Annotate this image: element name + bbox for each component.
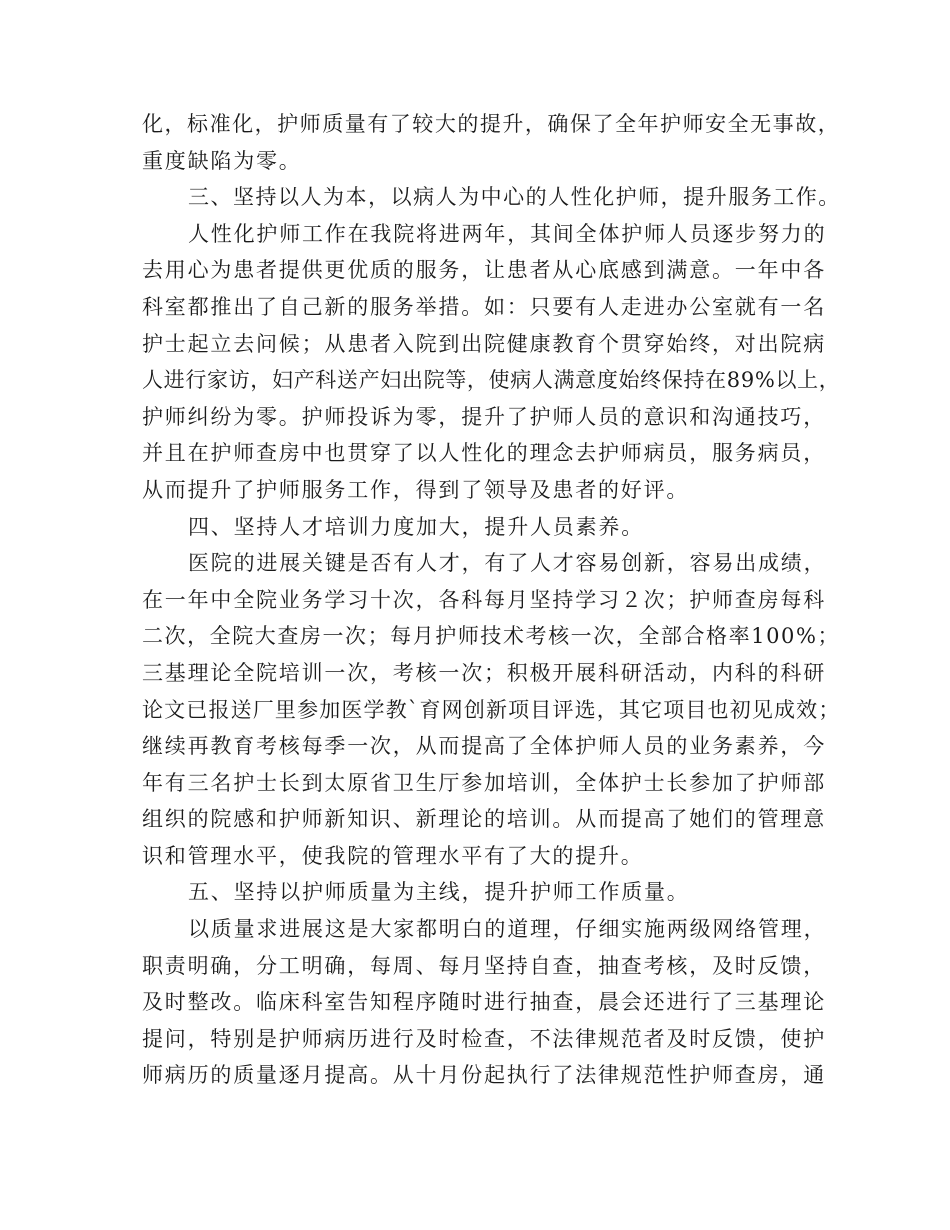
text-line: 化，标准化，护师质量有了较大的提升，确保了全年护师安全无事故， [142, 112, 841, 136]
paragraph-first-line: 医院的进展关键是否有人才，有了人才容易创新，容易出成绩， [188, 551, 827, 576]
text-line: 论文已报送厂里参加医学教`育网创新项目评选，其它项目也初见成效； [142, 697, 841, 722]
text-line: 护师纠纷为零。护师投诉为零，提升了护师人员的意识和沟通技巧， [142, 404, 826, 429]
text-line: 从而提升了护师服务工作，得到了领导及患者的好评。 [142, 477, 690, 502]
text-line: 护士起立去问候；从患者入院到出院健康教育个贯穿始终，对出院病 [142, 331, 826, 356]
section-heading: 五、坚持以护师质量为主线，提升护师工作质量。 [188, 880, 690, 905]
paragraph-first-line: 以质量求进展这是大家都明白的道理，仔细实施两级网络管理， [188, 917, 827, 942]
text-line: 提问，特别是护师病历进行及时检查，不法律规范者及时反馈，使护 [142, 1026, 826, 1051]
text-line: 并且在护师查房中也贯穿了以人性化的理念去护师病员，服务病员， [142, 441, 826, 466]
text-line: 继续再教育考核每季一次，从而提高了全体护师人员的业务素养，今 [142, 734, 826, 759]
text-line: 去用心为患者提供更优质的服务，让患者从心底感到满意。一年中各 [142, 258, 826, 283]
text-line: 年有三名护士长到太原省卫生厅参加培训，全体护士长参加了护师部 [142, 770, 826, 795]
text-line: 及时整改。临床科室告知程序随时进行抽查，晨会还进行了三基理论 [142, 990, 826, 1015]
text-line: 组织的院感和护师新知识、新理论的培训。从而提高了她们的管理意 [142, 807, 826, 832]
section-heading: 三、坚持以人为本，以病人为中心的人性化护师，提升服务工作。 [188, 185, 841, 210]
text-line: 科室都推出了自己新的服务举措。如：只要有人走进办公室就有一名 [142, 294, 826, 319]
text-line: 识和管理水平，使我院的管理水平有了大的提升。 [142, 843, 644, 868]
body-text [142, 106, 842, 1094]
text-line: 三基理论全院培训一次，考核一次；积极开展科研活动，内科的科研 [142, 660, 826, 685]
text-line: 人进行家访，妇产科送产妇出院等，使病人满意度始终保持在89%以上， [142, 368, 841, 393]
text-line: 二次，全院大查房一次；每月护师技术考核一次，全部合格率100%； [142, 624, 841, 649]
section-heading: 四、坚持人才培训力度加大，提升人员素养。 [188, 514, 644, 539]
text-line: 师病历的质量逐月提高。从十月份起执行了法律规范性护师查房，通 [142, 1063, 826, 1088]
text-line: 重度缺陷为零。 [142, 148, 302, 173]
paragraph-first-line: 人性化护师工作在我院将进两年，其间全体护师人员逐步努力的 [188, 221, 827, 246]
text-line: 职责明确，分工明确，每周、每月坚持自查，抽查考核，及时反馈， [142, 953, 826, 978]
text-line: 在一年中全院业务学习十次，各科每月坚持学习２次；护师查房每科 [142, 587, 826, 612]
